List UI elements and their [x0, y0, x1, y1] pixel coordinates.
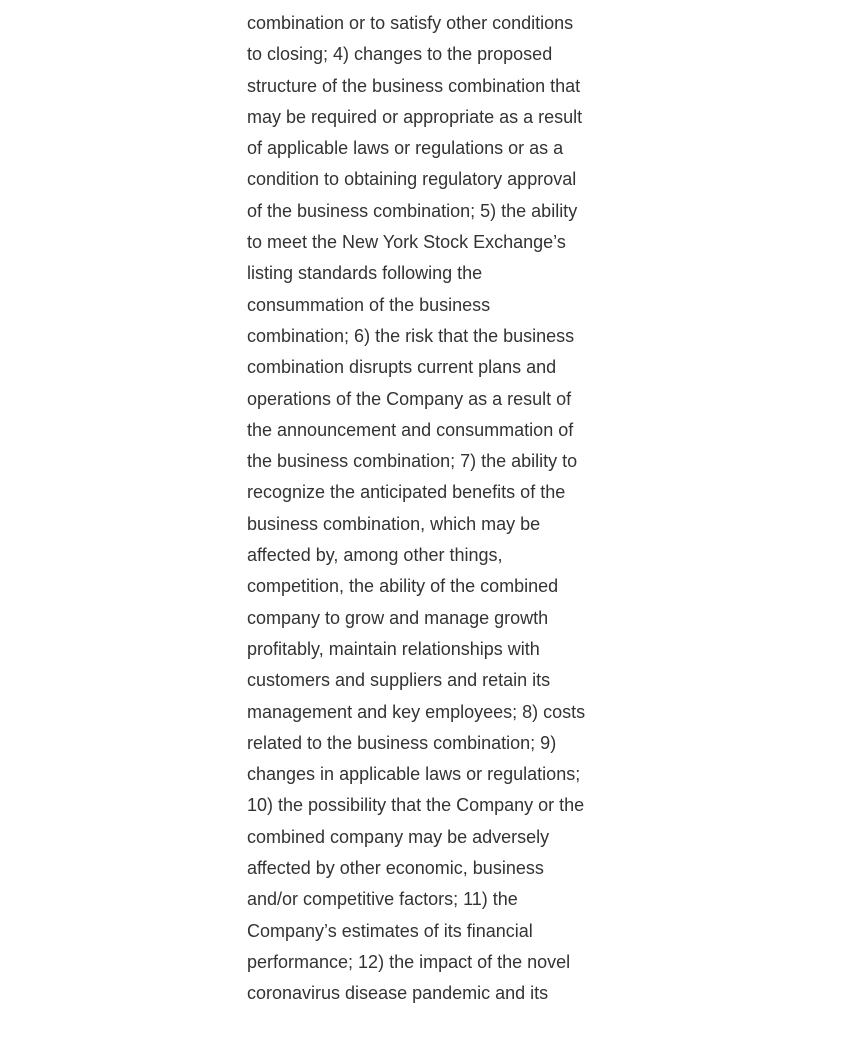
text-line: combination; 6) the risk that the business	[247, 325, 575, 346]
text-line: affected by other economic, business	[247, 858, 544, 879]
text-line: company to grow and manage growth	[247, 607, 549, 628]
text-line: profitably, maintain relationships with	[247, 638, 540, 659]
text-line: management and key employees; 8) costs	[247, 701, 586, 722]
text-line: 10) the possibility that the Company or the	[247, 795, 585, 816]
text-line: structure of the business combination that	[247, 75, 581, 96]
body-paragraph	[247, 8, 617, 1010]
text-line: recognize the anticipated benefits of the	[247, 482, 566, 503]
text-line: related to the business combination; 9)	[247, 732, 557, 753]
text-line: may be required or appropriate as a result	[247, 106, 583, 127]
text-line: business combination, which may be	[247, 513, 541, 534]
text-line: performance; 12) the impact of the novel	[247, 951, 571, 972]
text-line: condition to obtaining regulatory approval	[247, 169, 577, 190]
text-line: changes in applicable laws or regulations;	[247, 764, 581, 785]
text-line: combination or to satisfy other conditions	[247, 13, 574, 33]
text-line: and/or competitive factors; 11) the	[247, 889, 518, 910]
text-line: to meet the New York Stock Exchange’s	[247, 232, 566, 253]
text-line: consummation of the business	[247, 294, 491, 315]
text-line: coronavirus disease pandemic and its	[247, 983, 549, 1004]
text-line: the announcement and consummation of	[247, 419, 574, 440]
text-line: competition, the ability of the combined	[247, 576, 559, 597]
text-line: affected by, among other things,	[247, 545, 503, 566]
text-line: operations of the Company as a result of	[247, 388, 572, 409]
text-line: combination disrupts current plans and	[247, 357, 557, 378]
text-line: of the business combination; 5) the ability	[247, 200, 578, 221]
text-line: customers and suppliers and retain its	[247, 670, 551, 691]
text-line: the business combination; 7) the ability to	[247, 451, 578, 472]
text-line: to closing; 4) changes to the proposed	[247, 44, 553, 65]
text-line: combined company may be adversely	[247, 826, 550, 847]
text-line: of applicable laws or regulations or as a	[247, 138, 564, 159]
text-line: listing standards following the	[247, 263, 483, 284]
text-line: Company’s estimates of its financial	[247, 920, 533, 941]
